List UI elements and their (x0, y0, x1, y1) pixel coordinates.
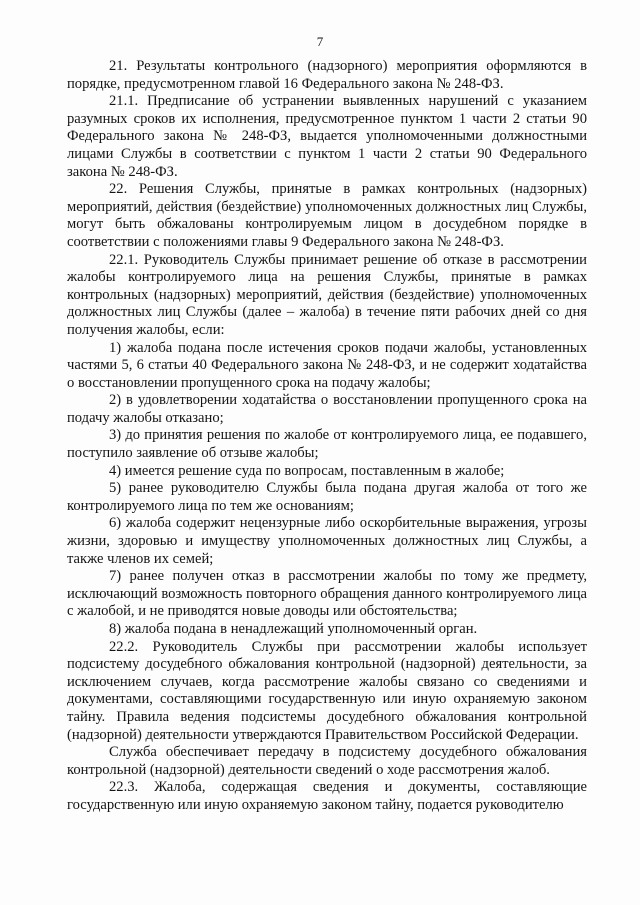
paragraph-22-2: 22.2. Руководитель Службы при рассмотрении жалобы использует подсистему досудебного обжалования контрольной (надзорной) деятельности, за исключением случаев, когда рассмотрение жалобы связано со сведениями и документами, составляющими государственную или иную охраняемую законом тайну. Правила ведения подсистемы досудебного обжалования контрольной (надзорной) деятельности утверждаются Правительством Российской Федерации. (67, 638, 587, 743)
document-body (67, 58, 587, 815)
paragraph-22: 22. Решения Службы, принятые в рамках контрольных (надзорных) мероприятий, действия (бездействие) уполномоченных должностных лиц Службы, могут быть обжалованы контролируемым лицом в досудебном порядке в соответствии с положениями главы 9 Федерального закона № 248-ФЗ. (67, 181, 587, 250)
paragraph-21-1: 21.1. Предписание об устранении выявленных нарушений с указанием разумных сроков их исполнения, предусмотренное пунктом 1 части 2 статьи 90 Федерального закона № 248-ФЗ, выдается уполномоченными должностными лицами Службы в соответствии с пунктом 1 части 2 статьи 90 Федерального закона № 248-ФЗ. (67, 93, 587, 180)
list-item-7: 7) ранее получен отказ в рассмотрении жалобы по тому же предмету, исключающий возможность повторного обращения данного контролируемого лица с жалобой, и не приводятся новые доводы или обстоятельства; (67, 568, 587, 620)
list-item-4: 4) имеется решение суда по вопросам, поставленным в жалобе; (109, 462, 505, 479)
paragraph-21: 21. Результаты контрольного (надзорного) мероприятия оформляются в порядке, предусмотренном главой 16 Федерального закона № 248-ФЗ. (67, 58, 587, 92)
list-item-8: 8) жалоба подана в ненадлежащий уполномоченный орган. (109, 621, 478, 637)
list-item-5: 5) ранее руководителю Службы была подана другая жалоба от того же контролируемого лица по тем же основаниям; (67, 480, 587, 514)
list-item-3: 3) до принятия решения по жалобе от контролируемого лица, ее подавшего, поступило заявление об отзыве жалобы; (67, 427, 587, 462)
paragraph-22-3: 22.3. Жалоба, содержащая сведения и документы, составляющие государственную или иную охраняемую законом тайну, подается руководителю (67, 779, 587, 813)
list-item-6: 6) жалоба содержит нецензурные либо оскорбительные выражения, угрозы жизни, здоровью и имуществу уполномоченных должностных лиц Службы, а также членов их семей; (67, 515, 587, 567)
list-item-1: 1) жалоба подана после истечения сроков подачи жалобы, установленных частями 5, 6 статьи 40 Федерального закона № 248-ФЗ, и не содержит ходатайства о восстановлении пропущенного срока на подачу жалобы; (67, 339, 587, 391)
paragraph-22-1: 22.1. Руководитель Службы принимает решение об отказе в рассмотрении жалобы контролируемого лица на решения Службы, принятые в рамках контрольных (надзорных) мероприятий, действия (бездействие) уполномоченных должностных лиц Службы (далее – жалоба) в течение пяти рабочих дней со дня получения жалобы, если: (67, 251, 587, 338)
list-item-2: 2) в удовлетворении ходатайства о восстановлении пропущенного срока на подачу жалобы отказано; (67, 392, 587, 426)
page-number: 7 (316, 34, 324, 49)
paragraph-service-transfer: Служба обеспечивает передачу в подсистему досудебного обжалования контрольной (надзорной) деятельности сведений о ходе рассмотрения жалоб. (67, 744, 587, 778)
